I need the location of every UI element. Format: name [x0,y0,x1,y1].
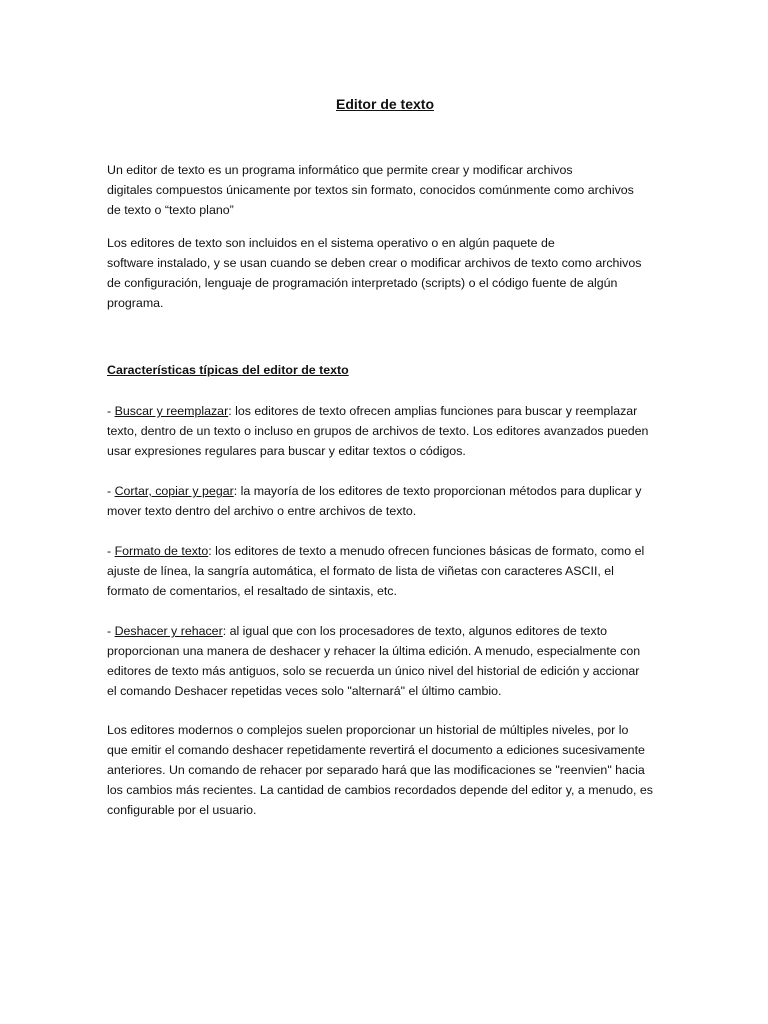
text-line: usar expresiones regulares para buscar y editar textos o códigos. [107,444,466,458]
text-line: software instalado, y se usan cuando se deben crear o modificar archivos de texto como archivos [107,256,642,270]
text-line: formato de comentarios, el resaltado de sintaxis, etc. [107,584,397,598]
feature-buscar-reemplazar [107,401,667,461]
text-line: texto, dentro de un texto o incluso en grupos de archivos de texto. Los editores avanzados pueden [107,424,649,438]
feature-text: : los editores de texto a menudo ofrecen funciones básicas de formato, como el [208,544,645,558]
text-line: editores de texto más antiguos, solo se recuerda un único nivel del historial de edición y accionar [107,664,640,678]
text-line: el comando Deshacer repetidas veces solo "alternará" el último cambio. [107,684,502,698]
section-heading: Características típicas del editor de texto [107,363,349,377]
text-line: programa. [107,296,164,310]
text-line: proporcionan una manera de deshacer y rehacer la última edición. A menudo, especialmente con [107,644,641,658]
intro-paragraph-1 [107,160,667,220]
text-line: que emitir el comando deshacer repetidamente revertirá el documento a ediciones sucesivamente [107,743,645,757]
feature-term: Cortar, copiar y pegar [114,484,234,498]
text-line: los cambios más recientes. La cantidad de cambios recordados depende del editor y, a menudo, es [107,783,653,797]
feature-formato-texto [107,541,667,601]
text-line: Un editor de texto es un programa informático que permite crear y modificar archivos [107,163,573,177]
text-line: ajuste de línea, la sangría automática, el formato de lista de viñetas con caracteres ASCII, el [107,564,614,578]
intro-paragraph-2 [107,233,667,313]
bullet-prefix: - [107,624,115,638]
feature-cortar-copiar-pegar [107,481,667,521]
text-line: Los editores de texto son incluidos en el sistema operativo o en algún paquete de [107,236,555,250]
text-line [107,481,667,501]
feature-text: : los editores de texto ofrecen amplias funciones para buscar y reemplazar [228,404,638,418]
closing-paragraph [107,720,667,820]
bullet-prefix: - [107,544,115,558]
text-line [107,401,667,421]
feature-deshacer-rehacer [107,621,667,701]
feature-text: : al igual que con los procesadores de texto, algunos editores de texto [222,624,608,638]
text-line: de texto o “texto plano” [107,203,234,217]
text-line: mover texto dentro del archivo o entre archivos de texto. [107,504,417,518]
text-line: Los editores modernos o complejos suelen proporcionar un historial de múltiples niveles, por lo [107,723,629,737]
feature-term: Formato de texto [114,544,209,558]
bullet-prefix: - [107,484,115,498]
document-title: Editor de texto [335,96,434,112]
feature-term: Buscar y reemplazar [114,404,229,418]
bullet-prefix: - [107,404,115,418]
text-line [107,541,667,561]
feature-text: : la mayoría de los editores de texto proporcionan métodos para duplicar y [233,484,642,498]
feature-term: Deshacer y rehacer [114,624,223,638]
text-line: de configuración, lenguaje de programación interpretado (scripts) o el código fuente de algún [107,276,618,290]
text-line [107,621,667,641]
text-line: configurable por el usuario. [107,803,257,817]
text-line: digitales compuestos únicamente por textos sin formato, conocidos comúnmente como archivos [107,183,634,197]
text-line: anteriores. Un comando de rehacer por separado hará que las modificaciones se "reenvien" hacia [107,763,645,777]
